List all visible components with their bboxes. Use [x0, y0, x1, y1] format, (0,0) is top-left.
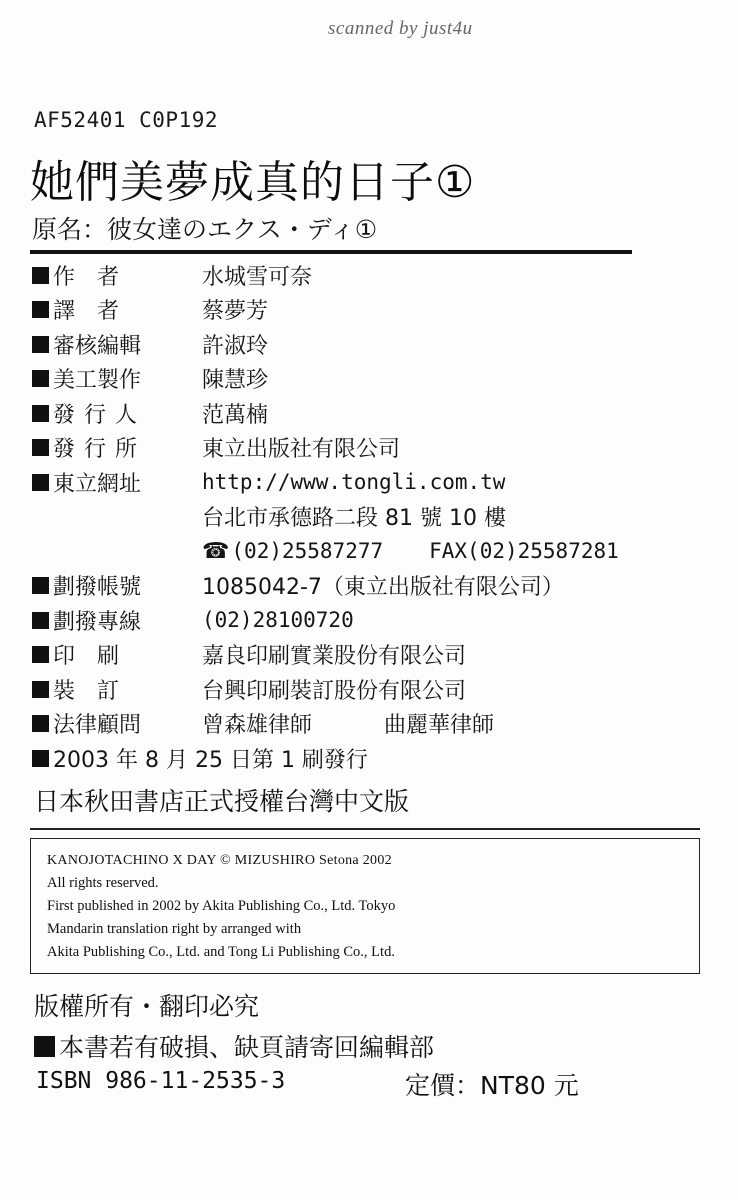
isbn: ISBN 986-11-2535-3	[36, 1068, 286, 1094]
credit-label: 發行所	[53, 437, 147, 463]
copyright-line: Akita Publishing Co., Ltd. and Tong Li Publishing Co., Ltd.	[47, 944, 395, 960]
credit-value: 1085042-7（東立出版社有限公司）	[202, 575, 564, 601]
credit-row-publishing-house	[32, 431, 712, 466]
credit-label: 東立網址	[53, 471, 142, 497]
credit-value: (02)28100720	[202, 608, 354, 633]
book-title: 她們美夢成真的日子①	[30, 157, 476, 208]
product-code: AF52401 C0P192	[34, 108, 219, 132]
credit-label: 印 刷	[53, 644, 120, 670]
credit-row-account	[32, 569, 712, 604]
copyright-line: First published in 2002 by Akita Publishing Co., Ltd. Tokyo	[47, 898, 396, 914]
credit-row-publisher	[32, 396, 712, 431]
bullet-square	[32, 301, 49, 318]
damage-notice	[34, 1028, 434, 1064]
credit-label: 劃撥帳號	[53, 575, 142, 601]
scan-watermark: scanned by just4u	[328, 18, 473, 39]
copyright-box	[30, 838, 700, 974]
authorization-notice: 日本秋田書店正式授權台灣中文版	[34, 787, 410, 816]
bullet-square	[32, 439, 49, 456]
bullet-square	[34, 1036, 55, 1057]
credit-label: 美工製作	[53, 368, 142, 394]
credit-value-2: 曲麗華律師	[384, 713, 495, 739]
credit-value: 嘉良印刷實業股份有限公司	[202, 644, 467, 670]
publication-date: 2003 年 8 月 25 日第 1 刷發行	[53, 747, 368, 773]
bullet-square	[32, 577, 49, 594]
address-text: 台北市承德路二段 81 號 10 樓	[202, 506, 506, 532]
credit-row-date	[32, 741, 712, 776]
bullet-square	[32, 267, 49, 284]
bullet-square	[32, 370, 49, 387]
copyright-line: Mandarin translation right by arranged with	[47, 921, 302, 937]
section-divider	[30, 828, 700, 830]
bullet-square	[32, 681, 49, 698]
copyright-line: KANOJOTACHINO X DAY © MIZUSHIRO Setona 2002	[47, 853, 392, 868]
damage-text: 本書若有破損、缺頁請寄回編輯部	[59, 1033, 435, 1062]
credit-value: 范萬楠	[202, 402, 269, 428]
price: 定價：NT80 元	[405, 1071, 579, 1100]
credit-row-legal	[32, 707, 712, 742]
credit-row-art	[32, 362, 712, 397]
credit-label: 審核編輯	[53, 333, 142, 359]
fax-number: FAX(02)25587281	[429, 539, 619, 564]
credit-row-translator	[32, 293, 712, 328]
credit-value: 東立出版社有限公司	[202, 437, 401, 463]
credit-value: 曾森雄律師	[202, 713, 313, 739]
credit-row-hotline	[32, 603, 712, 638]
bullet-square	[32, 474, 49, 491]
credit-row-editor	[32, 327, 712, 362]
credit-row-phone	[32, 534, 712, 569]
title-divider	[30, 250, 632, 254]
credit-label: 作 者	[53, 264, 120, 290]
credit-value: 蔡夢芳	[202, 299, 269, 325]
telephone-icon: ☎	[202, 538, 230, 564]
credit-row-author	[32, 258, 712, 293]
bullet-square	[32, 336, 49, 353]
credit-label: 法律顧問	[53, 713, 142, 739]
credit-row-binding	[32, 672, 712, 707]
credit-value: 水城雪可奈	[202, 264, 313, 290]
credit-row-address	[32, 500, 712, 535]
credit-label: 裝 訂	[53, 678, 120, 704]
copyright-line: All rights reserved.	[47, 875, 159, 891]
credit-row-printing	[32, 638, 712, 673]
credits-list	[32, 258, 712, 776]
website-url[interactable]: http://www.tongli.com.tw	[202, 470, 506, 495]
credit-label: 發行人	[53, 402, 147, 428]
credit-value: 陳慧珍	[202, 368, 269, 394]
phone-number: (02)25587277	[231, 539, 384, 564]
original-title: 原名：彼女達のエクス・ディ①	[32, 215, 378, 244]
bullet-square	[32, 612, 49, 629]
rights-notice: 版權所有・翻印必究	[34, 992, 260, 1021]
bullet-square	[32, 405, 49, 422]
credit-value: 台興印刷裝訂股份有限公司	[202, 678, 467, 704]
credit-row-website	[32, 465, 712, 500]
credit-label: 譯 者	[53, 299, 120, 325]
bullet-square	[32, 715, 49, 732]
bullet-square	[32, 750, 49, 767]
credit-value: 許淑玲	[202, 333, 269, 359]
bullet-square	[32, 646, 49, 663]
credit-label: 劃撥專線	[53, 609, 142, 635]
